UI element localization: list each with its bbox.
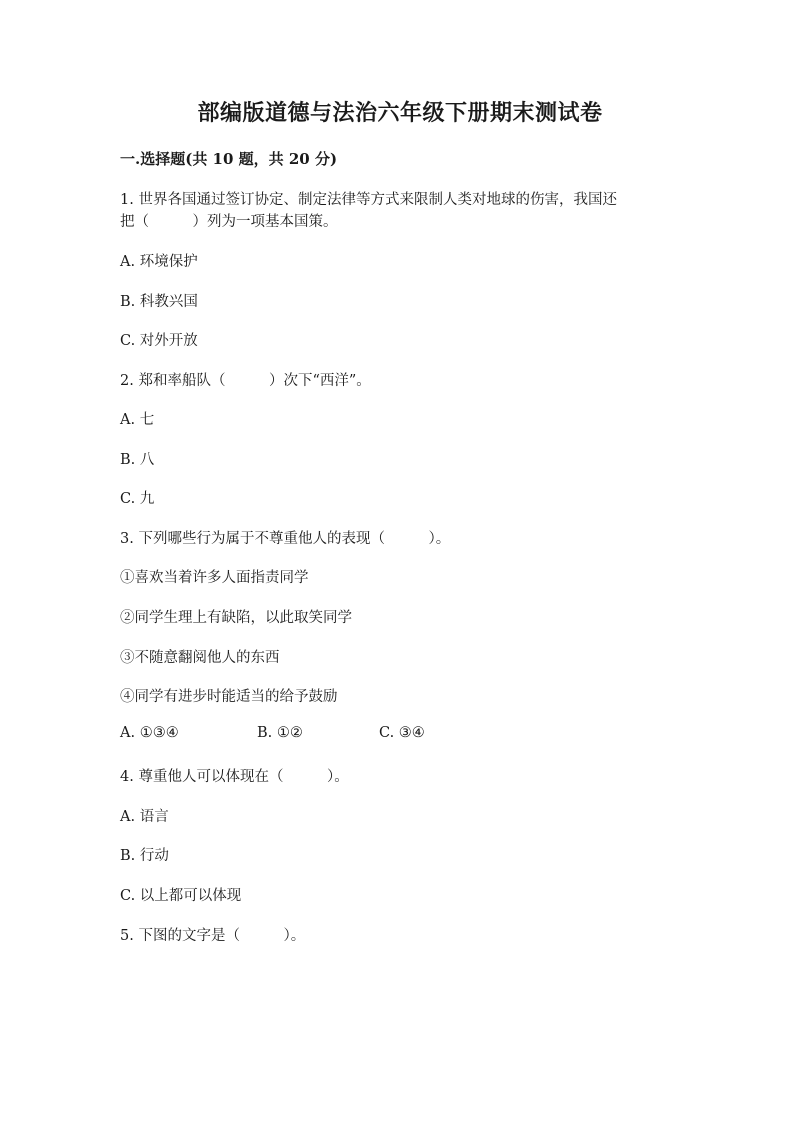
question-3-option-b: B. ①② [257, 725, 303, 741]
question-3-statement-4: ④同学有进步时能适当的给予鼓励 [120, 689, 338, 705]
question-2-option-b: B. 八 [120, 452, 155, 468]
question-4-stem: 4. 尊重他人可以体现在（ ）。 [120, 769, 349, 785]
question-2-option-c: C. 九 [120, 491, 155, 507]
question-2-option-a: A. 七 [120, 412, 155, 428]
question-5-stem: 5. 下图的文字是（ ）。 [120, 928, 306, 944]
question-4-option-c: C. 以上都可以体现 [120, 888, 242, 904]
question-4-option-a: A. 语言 [120, 809, 169, 825]
question-3-statement-3: ③不随意翻阅他人的东西 [120, 650, 280, 666]
question-3-option-c: C. ③④ [379, 725, 425, 741]
question-1-option-b: B. 科教兴国 [120, 294, 198, 310]
question-1-stem-line-2: 把（ ）列为一项基本国策。 [120, 214, 338, 230]
question-3-statement-2: ②同学生理上有缺陷，以此取笑同学 [120, 610, 352, 626]
question-3-statement-1: ①喜欢当着许多人面指责同学 [120, 570, 309, 586]
question-2-stem: 2. 郑和率船队（ ）次下“西洋”。 [120, 373, 371, 389]
question-1-option-a: A. 环境保护 [120, 254, 198, 270]
section-heading: 一.选择题(共 10 题，共 20 分) [120, 150, 338, 168]
question-3-option-a: A. ①③④ [120, 725, 179, 741]
question-1-stem-line-1: 1. 世界各国通过签订协定、制定法律等方式来限制人类对地球的伤害，我国还 [120, 192, 617, 208]
question-4-option-b: B. 行动 [120, 848, 169, 864]
page-title: 部编版道德与法治六年级下册期末测试卷 [197, 100, 603, 126]
question-1-option-c: C. 对外开放 [120, 333, 198, 349]
question-3-stem: 3. 下列哪些行为属于不尊重他人的表现（ ）。 [120, 531, 451, 547]
